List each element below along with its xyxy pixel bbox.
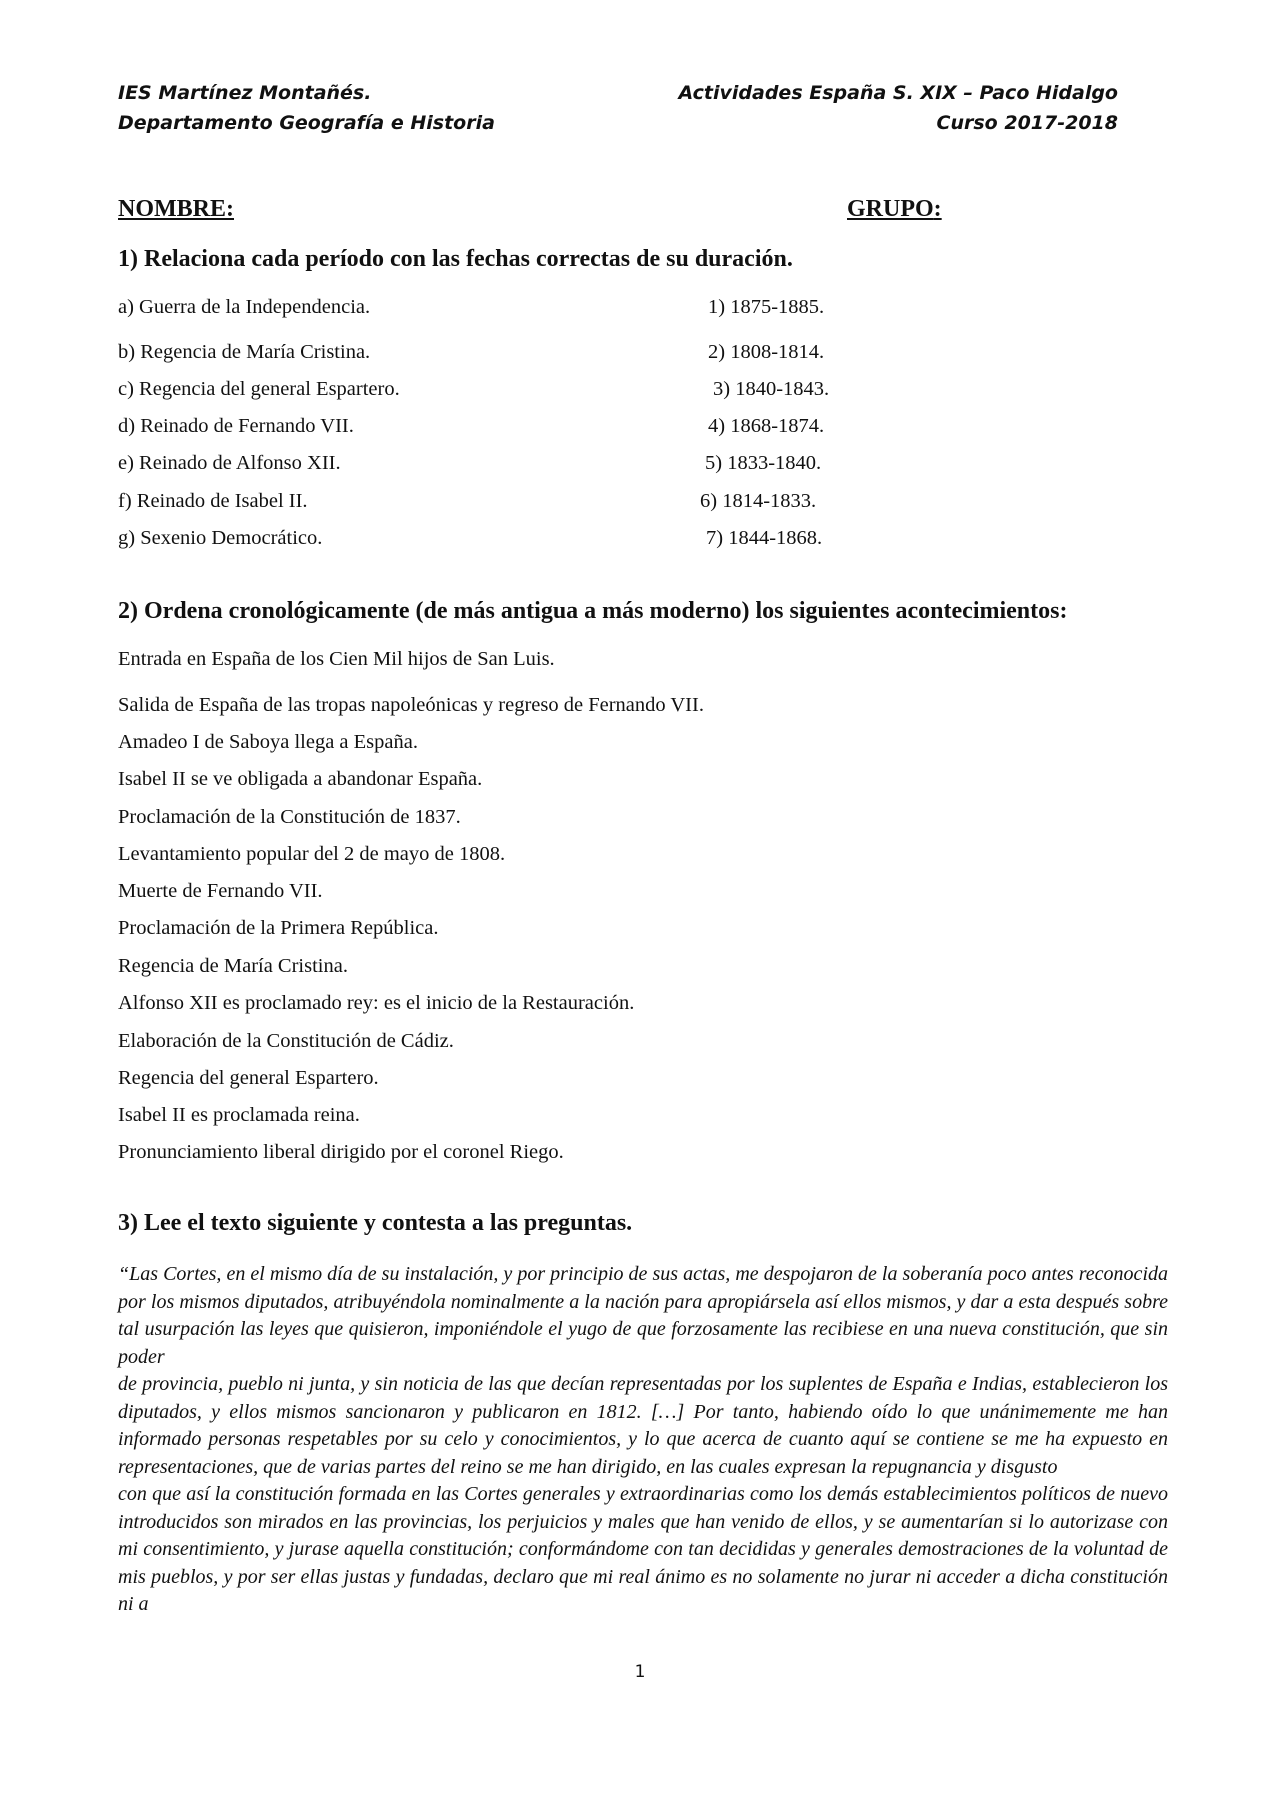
section3-title: 3) Lee el texto siguiente y contesta a las preguntas. (118, 1210, 633, 1236)
period-item: b) Regencia de María Cristina. (118, 341, 371, 363)
department-name: Departamento Geografía e Historia (118, 112, 495, 134)
event-item: Proclamación de la Primera República. (118, 917, 439, 939)
grupo-label: GRUPO (847, 196, 934, 222)
text-paragraph: con que así la constitución formada en las Cortes generales y extraordinarias como los demás establecimientos políticos de nuevo introducidos son mirados en las provincias, los perjuicios y males que han venido de ellos, y se aumentarían si lo autorizase con mi consentimiento, y jurase aquella constitución; conformándome con tan decididas y generales demostraciones de la voluntad de mis pueblos, y por ser ellas justas y fundadas, declaro que mi real ánimo es no solamente no jurar ni acceder a dicha constitución ni a (118, 1483, 1168, 1615)
section1-title: 1) Relaciona cada período con las fechas correctas de su duración. (118, 246, 793, 272)
event-item: Pronunciamiento liberal dirigido por el coronel Riego. (118, 1141, 564, 1163)
date-item: 7) 1844-1868. (706, 527, 823, 549)
header-right (679, 78, 1118, 138)
event-item: Proclamación de la Constitución de 1837. (118, 806, 461, 828)
grupo-colon: : (933, 196, 942, 222)
event-item: Elaboración de la Constitución de Cádiz. (118, 1030, 454, 1052)
nombre-colon: : (226, 196, 234, 222)
activity-title: Actividades España S. XIX – Paco Hidalgo (678, 82, 1118, 104)
event-item: Levantamiento popular del 2 de mayo de 1808. (118, 843, 506, 865)
period-item: a) Guerra de la Independencia. (118, 296, 371, 318)
event-item: Amadeo I de Saboya llega a España. (118, 731, 418, 753)
period-item: d) Reinado de Fernando VII. (118, 415, 354, 437)
event-item: Alfonso XII es proclamado rey: es el inicio de la Restauración. (118, 992, 635, 1014)
event-item: Isabel II es proclamada reina. (118, 1104, 360, 1126)
period-item: f) Reinado de Isabel II. (118, 490, 308, 512)
date-item: 2) 1808-1814. (708, 341, 825, 363)
event-item: Isabel II se ve obligada a abandonar España. (118, 768, 483, 790)
text-paragraph: de provincia, pueblo ni junta, y sin noticia de las que decían representadas por los suplentes de España e Indias, establecieron los diputados, y ellos mismos sancionaron y publicaron en 1812. […] Por tanto, habiendo oído lo que unánimemente me han informado personas respetables por su celo y conocimientos, y lo que acerca de cuanto aquí se contiene se me ha expuesto en representaciones, que de varias partes del reino se me han dirigido, en las cuales expresan la repugnancia y disgusto (118, 1373, 1168, 1478)
date-item: 5) 1833-1840. (705, 452, 822, 474)
event-item: Regencia del general Espartero. (118, 1067, 379, 1089)
grupo-field (847, 196, 942, 223)
period-item: c) Regencia del general Espartero. (118, 378, 400, 400)
event-item: Muerte de Fernando VII. (118, 880, 323, 902)
historical-text (118, 1261, 1168, 1619)
date-item: 6) 1814-1833. (700, 490, 817, 512)
course-year: Curso 2017-2018 (936, 112, 1118, 134)
date-item: 3) 1840-1843. (713, 378, 830, 400)
event-item: Regencia de María Cristina. (118, 955, 348, 977)
page-number: 1 (634, 1662, 646, 1682)
date-item: 4) 1868-1874. (708, 415, 825, 437)
header-left (118, 78, 495, 138)
nombre-label: NOMBRE (118, 196, 226, 222)
text-paragraph: “Las Cortes, en el mismo día de su instalación, y por principio de sus actas, me despojaron de la soberanía poco antes reconocida por los mismos diputados, atribuyéndola nominalmente a la nación para apropiársela así ellos mismos, y dar a esta después sobre tal usurpación las leyes que quisieron, imponiéndole el yugo de que forzosamente las recibiese en una nueva constitución, que sin poder (118, 1263, 1168, 1368)
section2-title: 2) Ordena cronológicamente (de más antigua a más moderno) los siguientes acontecimientos: (118, 598, 1068, 624)
period-item: g) Sexenio Democrático. (118, 527, 323, 549)
event-item: Salida de España de las tropas napoleónicas y regreso de Fernando VII. (118, 694, 704, 716)
period-item: e) Reinado de Alfonso XII. (118, 452, 341, 474)
nombre-field (118, 196, 234, 223)
date-item: 1) 1875-1885. (708, 296, 825, 318)
school-name: IES Martínez Montañés. (118, 82, 372, 104)
event-item: Entrada en España de los Cien Mil hijos de San Luis. (118, 648, 555, 670)
